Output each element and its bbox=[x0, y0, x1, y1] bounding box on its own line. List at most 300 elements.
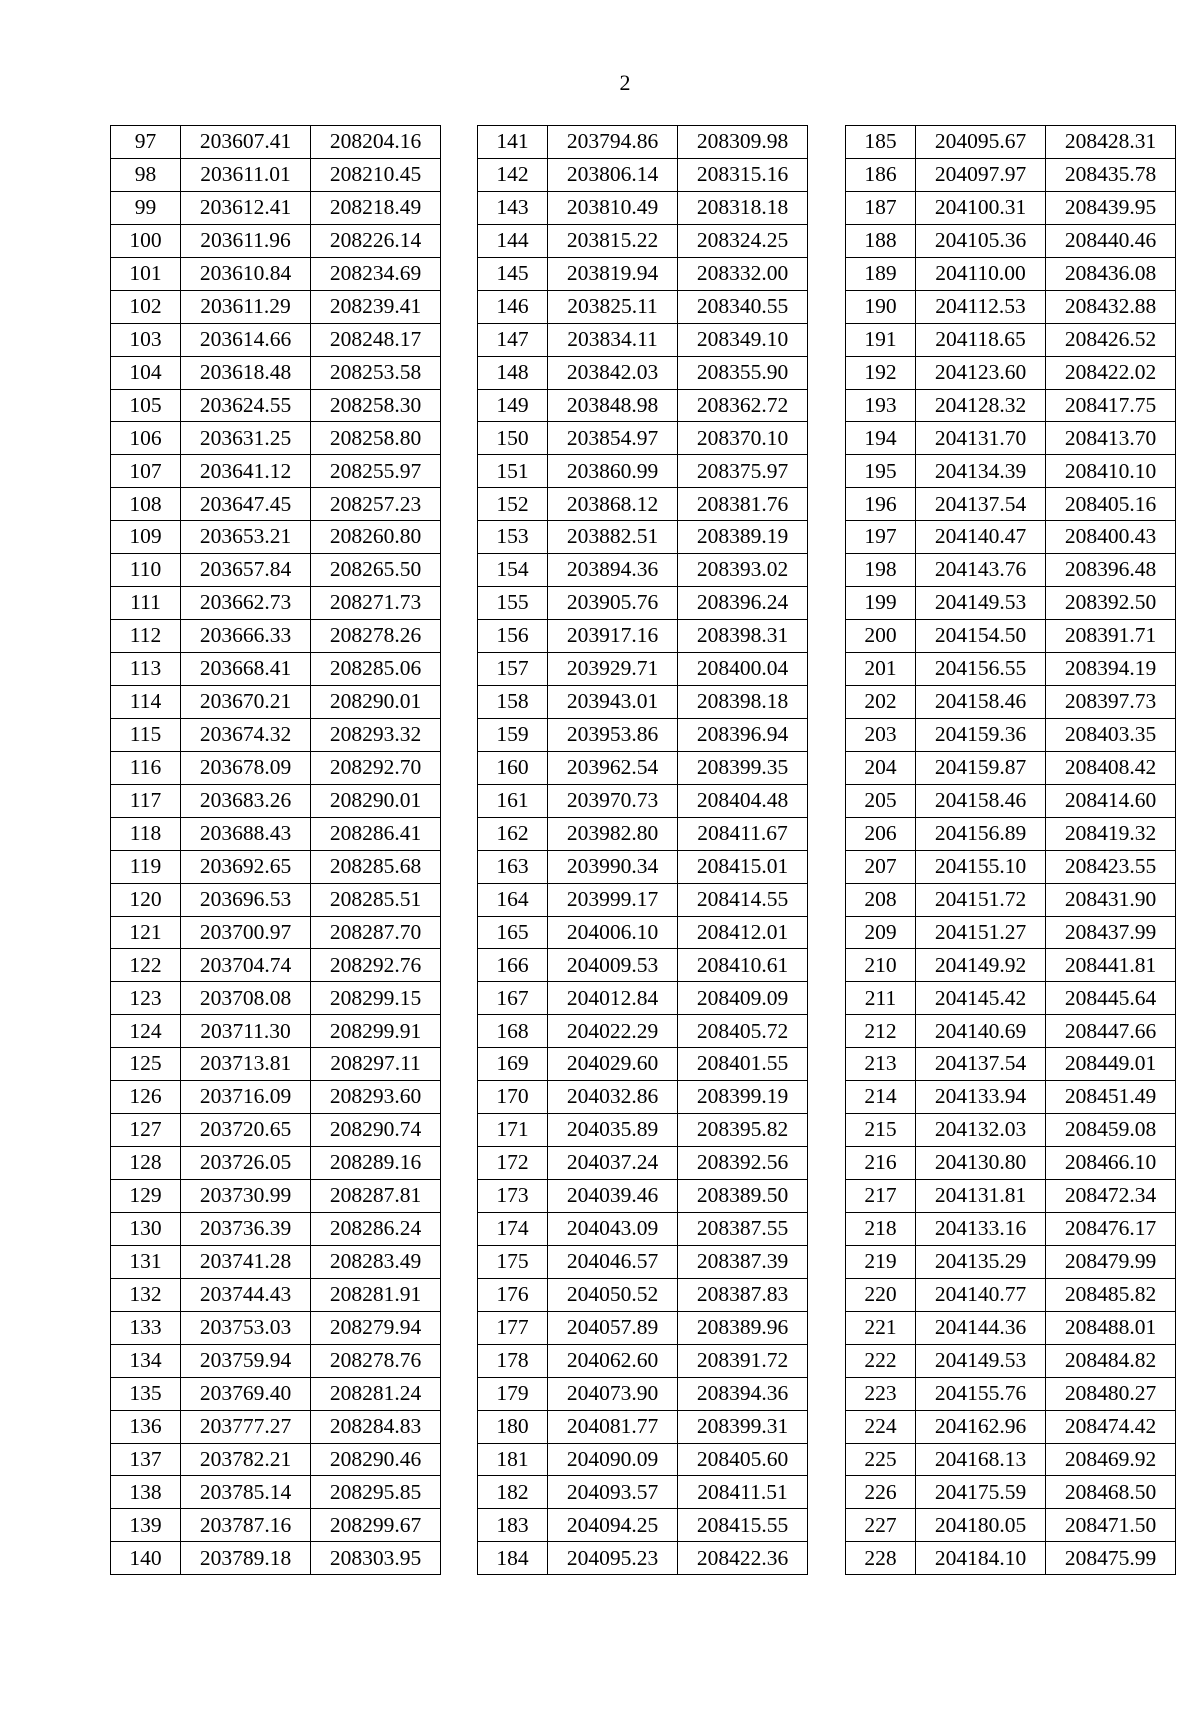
table-row bbox=[111, 1212, 441, 1245]
x-coordinate-cell: 203624.55 bbox=[181, 389, 311, 422]
y-coordinate-cell: 208400.04 bbox=[678, 653, 808, 686]
x-coordinate-cell: 203641.12 bbox=[181, 455, 311, 488]
y-coordinate-cell: 208399.31 bbox=[678, 1410, 808, 1443]
y-coordinate-cell: 208400.43 bbox=[1046, 521, 1176, 554]
x-coordinate-cell: 203769.40 bbox=[181, 1377, 311, 1410]
x-coordinate-cell: 204039.46 bbox=[548, 1180, 678, 1213]
x-coordinate-cell: 204145.42 bbox=[916, 982, 1046, 1015]
y-coordinate-cell: 208389.19 bbox=[678, 521, 808, 554]
table-row bbox=[846, 1180, 1176, 1213]
point-number-cell: 130 bbox=[111, 1212, 181, 1245]
y-coordinate-cell: 208283.49 bbox=[311, 1245, 441, 1278]
x-coordinate-cell: 204081.77 bbox=[548, 1410, 678, 1443]
x-coordinate-cell: 203929.71 bbox=[548, 653, 678, 686]
point-number-cell: 115 bbox=[111, 718, 181, 751]
x-coordinate-cell: 204110.00 bbox=[916, 257, 1046, 290]
y-coordinate-cell: 208396.94 bbox=[678, 718, 808, 751]
x-coordinate-cell: 203794.86 bbox=[548, 126, 678, 159]
x-coordinate-cell: 204073.90 bbox=[548, 1377, 678, 1410]
y-coordinate-cell: 208290.01 bbox=[311, 784, 441, 817]
y-coordinate-cell: 208293.60 bbox=[311, 1081, 441, 1114]
x-coordinate-cell: 203657.84 bbox=[181, 554, 311, 587]
point-number-cell: 220 bbox=[846, 1278, 916, 1311]
point-number-cell: 168 bbox=[478, 1015, 548, 1048]
point-number-cell: 100 bbox=[111, 224, 181, 257]
page-number: 2 bbox=[619, 70, 631, 95]
y-coordinate-cell: 208399.35 bbox=[678, 751, 808, 784]
x-coordinate-cell: 204135.29 bbox=[916, 1245, 1046, 1278]
point-number-cell: 124 bbox=[111, 1015, 181, 1048]
point-number-cell: 213 bbox=[846, 1048, 916, 1081]
x-coordinate-cell: 204062.60 bbox=[548, 1344, 678, 1377]
point-number-cell: 148 bbox=[478, 356, 548, 389]
x-coordinate-cell: 204154.50 bbox=[916, 620, 1046, 653]
y-coordinate-cell: 208258.80 bbox=[311, 422, 441, 455]
table-row bbox=[846, 290, 1176, 323]
table-row bbox=[111, 916, 441, 949]
point-number-cell: 193 bbox=[846, 389, 916, 422]
x-coordinate-cell: 203741.28 bbox=[181, 1245, 311, 1278]
table-row bbox=[846, 1542, 1176, 1575]
table-row bbox=[846, 1212, 1176, 1245]
point-number-cell: 192 bbox=[846, 356, 916, 389]
table-row bbox=[478, 257, 808, 290]
x-coordinate-cell: 203726.05 bbox=[181, 1147, 311, 1180]
y-coordinate-cell: 208413.70 bbox=[1046, 422, 1176, 455]
table-row bbox=[846, 126, 1176, 159]
table-row bbox=[478, 290, 808, 323]
y-coordinate-cell: 208411.67 bbox=[678, 817, 808, 850]
point-number-cell: 161 bbox=[478, 784, 548, 817]
y-coordinate-cell: 208440.46 bbox=[1046, 224, 1176, 257]
point-number-cell: 211 bbox=[846, 982, 916, 1015]
x-coordinate-cell: 204137.54 bbox=[916, 488, 1046, 521]
y-coordinate-cell: 208480.27 bbox=[1046, 1377, 1176, 1410]
x-coordinate-cell: 204128.32 bbox=[916, 389, 1046, 422]
table-row bbox=[846, 158, 1176, 191]
table-row bbox=[846, 883, 1176, 916]
x-coordinate-cell: 203782.21 bbox=[181, 1443, 311, 1476]
table-row bbox=[846, 1081, 1176, 1114]
y-coordinate-cell: 208248.17 bbox=[311, 323, 441, 356]
table-row bbox=[111, 685, 441, 718]
x-coordinate-cell: 203736.39 bbox=[181, 1212, 311, 1245]
table-row bbox=[111, 1245, 441, 1278]
point-number-cell: 156 bbox=[478, 620, 548, 653]
y-coordinate-cell: 208362.72 bbox=[678, 389, 808, 422]
x-coordinate-cell: 203610.84 bbox=[181, 257, 311, 290]
x-coordinate-cell: 203700.97 bbox=[181, 916, 311, 949]
table-row bbox=[111, 290, 441, 323]
x-coordinate-cell: 203854.97 bbox=[548, 422, 678, 455]
y-coordinate-cell: 208389.96 bbox=[678, 1311, 808, 1344]
x-coordinate-cell: 203806.14 bbox=[548, 158, 678, 191]
y-coordinate-cell: 208436.08 bbox=[1046, 257, 1176, 290]
x-coordinate-cell: 204095.23 bbox=[548, 1542, 678, 1575]
y-coordinate-cell: 208410.10 bbox=[1046, 455, 1176, 488]
table-row bbox=[846, 257, 1176, 290]
table-row bbox=[111, 1180, 441, 1213]
y-coordinate-cell: 208435.78 bbox=[1046, 158, 1176, 191]
point-number-cell: 197 bbox=[846, 521, 916, 554]
table-row bbox=[478, 1245, 808, 1278]
x-coordinate-cell: 203730.99 bbox=[181, 1180, 311, 1213]
table-row bbox=[111, 784, 441, 817]
x-coordinate-cell: 204137.54 bbox=[916, 1048, 1046, 1081]
y-coordinate-cell: 208286.41 bbox=[311, 817, 441, 850]
point-number-cell: 141 bbox=[478, 126, 548, 159]
x-coordinate-cell: 204097.97 bbox=[916, 158, 1046, 191]
x-coordinate-cell: 203753.03 bbox=[181, 1311, 311, 1344]
table-row bbox=[478, 455, 808, 488]
table-row bbox=[111, 620, 441, 653]
table-row bbox=[111, 1542, 441, 1575]
table-row bbox=[846, 554, 1176, 587]
point-number-cell: 154 bbox=[478, 554, 548, 587]
y-coordinate-cell: 208285.68 bbox=[311, 850, 441, 883]
point-number-cell: 201 bbox=[846, 653, 916, 686]
y-coordinate-cell: 208423.55 bbox=[1046, 850, 1176, 883]
point-number-cell: 175 bbox=[478, 1245, 548, 1278]
x-coordinate-cell: 203612.41 bbox=[181, 191, 311, 224]
point-number-cell: 185 bbox=[846, 126, 916, 159]
x-coordinate-cell: 203810.49 bbox=[548, 191, 678, 224]
y-coordinate-cell: 208428.31 bbox=[1046, 126, 1176, 159]
point-number-cell: 152 bbox=[478, 488, 548, 521]
y-coordinate-cell: 208290.01 bbox=[311, 685, 441, 718]
table-row bbox=[478, 653, 808, 686]
table-row bbox=[478, 850, 808, 883]
table-row bbox=[111, 554, 441, 587]
point-number-cell: 184 bbox=[478, 1542, 548, 1575]
y-coordinate-cell: 208391.71 bbox=[1046, 620, 1176, 653]
point-number-cell: 215 bbox=[846, 1114, 916, 1147]
y-coordinate-cell: 208437.99 bbox=[1046, 916, 1176, 949]
y-coordinate-cell: 208401.55 bbox=[678, 1048, 808, 1081]
point-number-cell: 200 bbox=[846, 620, 916, 653]
y-coordinate-cell: 208394.19 bbox=[1046, 653, 1176, 686]
table-row bbox=[111, 1311, 441, 1344]
point-number-cell: 127 bbox=[111, 1114, 181, 1147]
x-coordinate-cell: 204162.96 bbox=[916, 1410, 1046, 1443]
point-number-cell: 106 bbox=[111, 422, 181, 455]
x-coordinate-cell: 203882.51 bbox=[548, 521, 678, 554]
x-coordinate-cell: 203670.21 bbox=[181, 685, 311, 718]
table-row bbox=[846, 356, 1176, 389]
x-coordinate-cell: 203653.21 bbox=[181, 521, 311, 554]
table-row bbox=[846, 1114, 1176, 1147]
table-row bbox=[478, 1048, 808, 1081]
y-coordinate-cell: 208279.94 bbox=[311, 1311, 441, 1344]
x-coordinate-cell: 203678.09 bbox=[181, 751, 311, 784]
y-coordinate-cell: 208285.06 bbox=[311, 653, 441, 686]
table-row bbox=[846, 1147, 1176, 1180]
point-number-cell: 123 bbox=[111, 982, 181, 1015]
point-number-cell: 113 bbox=[111, 653, 181, 686]
y-coordinate-cell: 208258.30 bbox=[311, 389, 441, 422]
x-coordinate-cell: 203708.08 bbox=[181, 982, 311, 1015]
point-number-cell: 172 bbox=[478, 1147, 548, 1180]
y-coordinate-cell: 208474.42 bbox=[1046, 1410, 1176, 1443]
y-coordinate-cell: 208397.73 bbox=[1046, 685, 1176, 718]
x-coordinate-cell: 203868.12 bbox=[548, 488, 678, 521]
y-coordinate-cell: 208408.42 bbox=[1046, 751, 1176, 784]
table-row bbox=[478, 1081, 808, 1114]
x-coordinate-cell: 203647.45 bbox=[181, 488, 311, 521]
x-coordinate-cell: 204155.10 bbox=[916, 850, 1046, 883]
x-coordinate-cell: 203631.25 bbox=[181, 422, 311, 455]
x-coordinate-cell: 203662.73 bbox=[181, 587, 311, 620]
coordinate-table-1 bbox=[110, 125, 441, 1575]
point-number-cell: 218 bbox=[846, 1212, 916, 1245]
table-row bbox=[846, 1015, 1176, 1048]
point-number-cell: 225 bbox=[846, 1443, 916, 1476]
point-number-cell: 142 bbox=[478, 158, 548, 191]
x-coordinate-cell: 204140.77 bbox=[916, 1278, 1046, 1311]
coordinate-table-3 bbox=[845, 125, 1176, 1575]
table-row bbox=[111, 422, 441, 455]
x-coordinate-cell: 203848.98 bbox=[548, 389, 678, 422]
y-coordinate-cell: 208260.80 bbox=[311, 521, 441, 554]
point-number-cell: 117 bbox=[111, 784, 181, 817]
table-row bbox=[478, 1377, 808, 1410]
x-coordinate-cell: 203674.32 bbox=[181, 718, 311, 751]
point-number-cell: 164 bbox=[478, 883, 548, 916]
x-coordinate-cell: 203787.16 bbox=[181, 1509, 311, 1542]
y-coordinate-cell: 208239.41 bbox=[311, 290, 441, 323]
x-coordinate-cell: 204132.03 bbox=[916, 1114, 1046, 1147]
table-row bbox=[846, 982, 1176, 1015]
y-coordinate-cell: 208257.23 bbox=[311, 488, 441, 521]
x-coordinate-cell: 203668.41 bbox=[181, 653, 311, 686]
table-row bbox=[111, 1344, 441, 1377]
point-number-cell: 111 bbox=[111, 587, 181, 620]
table-row bbox=[846, 653, 1176, 686]
point-number-cell: 170 bbox=[478, 1081, 548, 1114]
x-coordinate-cell: 203744.43 bbox=[181, 1278, 311, 1311]
table-row bbox=[478, 1344, 808, 1377]
y-coordinate-cell: 208278.26 bbox=[311, 620, 441, 653]
point-number-cell: 151 bbox=[478, 455, 548, 488]
point-number-cell: 176 bbox=[478, 1278, 548, 1311]
table-row bbox=[478, 521, 808, 554]
point-number-cell: 153 bbox=[478, 521, 548, 554]
point-number-cell: 125 bbox=[111, 1048, 181, 1081]
point-number-cell: 98 bbox=[111, 158, 181, 191]
table-row bbox=[478, 1278, 808, 1311]
x-coordinate-cell: 203789.18 bbox=[181, 1542, 311, 1575]
table-row bbox=[111, 850, 441, 883]
x-coordinate-cell: 204149.53 bbox=[916, 1344, 1046, 1377]
y-coordinate-cell: 208210.45 bbox=[311, 158, 441, 191]
table-row bbox=[846, 422, 1176, 455]
y-coordinate-cell: 208293.32 bbox=[311, 718, 441, 751]
table-row bbox=[478, 323, 808, 356]
x-coordinate-cell: 203982.80 bbox=[548, 817, 678, 850]
table-row bbox=[111, 389, 441, 422]
y-coordinate-cell: 208332.00 bbox=[678, 257, 808, 290]
point-number-cell: 104 bbox=[111, 356, 181, 389]
y-coordinate-cell: 208475.99 bbox=[1046, 1542, 1176, 1575]
point-number-cell: 204 bbox=[846, 751, 916, 784]
table-row bbox=[111, 323, 441, 356]
x-coordinate-cell: 204159.87 bbox=[916, 751, 1046, 784]
point-number-cell: 143 bbox=[478, 191, 548, 224]
point-number-cell: 183 bbox=[478, 1509, 548, 1542]
x-coordinate-cell: 204118.65 bbox=[916, 323, 1046, 356]
table-row bbox=[111, 718, 441, 751]
x-coordinate-cell: 204095.67 bbox=[916, 126, 1046, 159]
point-number-cell: 136 bbox=[111, 1410, 181, 1443]
y-coordinate-cell: 208281.24 bbox=[311, 1377, 441, 1410]
table-row bbox=[111, 158, 441, 191]
table-row bbox=[846, 850, 1176, 883]
x-coordinate-cell: 203611.01 bbox=[181, 158, 311, 191]
table-row bbox=[111, 982, 441, 1015]
y-coordinate-cell: 208324.25 bbox=[678, 224, 808, 257]
y-coordinate-cell: 208290.74 bbox=[311, 1114, 441, 1147]
table-row bbox=[846, 751, 1176, 784]
y-coordinate-cell: 208299.15 bbox=[311, 982, 441, 1015]
y-coordinate-cell: 208309.98 bbox=[678, 126, 808, 159]
point-number-cell: 158 bbox=[478, 685, 548, 718]
x-coordinate-cell: 204180.05 bbox=[916, 1509, 1046, 1542]
y-coordinate-cell: 208405.16 bbox=[1046, 488, 1176, 521]
x-coordinate-cell: 204175.59 bbox=[916, 1476, 1046, 1509]
point-number-cell: 155 bbox=[478, 587, 548, 620]
x-coordinate-cell: 204158.46 bbox=[916, 685, 1046, 718]
x-coordinate-cell: 204032.86 bbox=[548, 1081, 678, 1114]
table-row bbox=[111, 356, 441, 389]
x-coordinate-cell: 204009.53 bbox=[548, 949, 678, 982]
x-coordinate-cell: 203688.43 bbox=[181, 817, 311, 850]
x-coordinate-cell: 204006.10 bbox=[548, 916, 678, 949]
table-row bbox=[846, 916, 1176, 949]
point-number-cell: 180 bbox=[478, 1410, 548, 1443]
x-coordinate-cell: 204131.81 bbox=[916, 1180, 1046, 1213]
point-number-cell: 139 bbox=[111, 1509, 181, 1542]
x-coordinate-cell: 204123.60 bbox=[916, 356, 1046, 389]
point-number-cell: 147 bbox=[478, 323, 548, 356]
y-coordinate-cell: 208394.36 bbox=[678, 1377, 808, 1410]
y-coordinate-cell: 208441.81 bbox=[1046, 949, 1176, 982]
y-coordinate-cell: 208315.16 bbox=[678, 158, 808, 191]
y-coordinate-cell: 208419.32 bbox=[1046, 817, 1176, 850]
y-coordinate-cell: 208414.60 bbox=[1046, 784, 1176, 817]
x-coordinate-cell: 204090.09 bbox=[548, 1443, 678, 1476]
y-coordinate-cell: 208466.10 bbox=[1046, 1147, 1176, 1180]
point-number-cell: 128 bbox=[111, 1147, 181, 1180]
point-number-cell: 223 bbox=[846, 1377, 916, 1410]
x-coordinate-cell: 203759.94 bbox=[181, 1344, 311, 1377]
table-row bbox=[111, 488, 441, 521]
point-number-cell: 221 bbox=[846, 1311, 916, 1344]
table-row bbox=[478, 488, 808, 521]
table-row bbox=[478, 751, 808, 784]
y-coordinate-cell: 208451.49 bbox=[1046, 1081, 1176, 1114]
table-row bbox=[846, 1443, 1176, 1476]
y-coordinate-cell: 208389.50 bbox=[678, 1180, 808, 1213]
table-row bbox=[478, 191, 808, 224]
y-coordinate-cell: 208226.14 bbox=[311, 224, 441, 257]
x-coordinate-cell: 203894.36 bbox=[548, 554, 678, 587]
y-coordinate-cell: 208469.92 bbox=[1046, 1443, 1176, 1476]
table-row bbox=[478, 1509, 808, 1542]
x-coordinate-cell: 204094.25 bbox=[548, 1509, 678, 1542]
table-row bbox=[846, 455, 1176, 488]
table-row bbox=[478, 158, 808, 191]
table-row bbox=[478, 422, 808, 455]
table-row bbox=[846, 949, 1176, 982]
table-row bbox=[478, 620, 808, 653]
table-row bbox=[478, 1114, 808, 1147]
table-row bbox=[846, 587, 1176, 620]
y-coordinate-cell: 208387.39 bbox=[678, 1245, 808, 1278]
point-number-cell: 102 bbox=[111, 290, 181, 323]
point-number-cell: 195 bbox=[846, 455, 916, 488]
x-coordinate-cell: 204184.10 bbox=[916, 1542, 1046, 1575]
x-coordinate-cell: 204133.94 bbox=[916, 1081, 1046, 1114]
y-coordinate-cell: 208253.58 bbox=[311, 356, 441, 389]
table-row bbox=[111, 455, 441, 488]
y-coordinate-cell: 208299.91 bbox=[311, 1015, 441, 1048]
y-coordinate-cell: 208471.50 bbox=[1046, 1509, 1176, 1542]
point-number-cell: 177 bbox=[478, 1311, 548, 1344]
point-number-cell: 118 bbox=[111, 817, 181, 850]
point-number-cell: 166 bbox=[478, 949, 548, 982]
y-coordinate-cell: 208375.97 bbox=[678, 455, 808, 488]
table-row bbox=[478, 817, 808, 850]
y-coordinate-cell: 208387.83 bbox=[678, 1278, 808, 1311]
point-number-cell: 110 bbox=[111, 554, 181, 587]
y-coordinate-cell: 208488.01 bbox=[1046, 1311, 1176, 1344]
point-number-cell: 203 bbox=[846, 718, 916, 751]
x-coordinate-cell: 203711.30 bbox=[181, 1015, 311, 1048]
x-coordinate-cell: 204143.76 bbox=[916, 554, 1046, 587]
x-coordinate-cell: 203720.65 bbox=[181, 1114, 311, 1147]
point-number-cell: 174 bbox=[478, 1212, 548, 1245]
table-row bbox=[111, 1443, 441, 1476]
x-coordinate-cell: 203999.17 bbox=[548, 883, 678, 916]
point-number-cell: 138 bbox=[111, 1476, 181, 1509]
y-coordinate-cell: 208303.95 bbox=[311, 1542, 441, 1575]
table-row bbox=[846, 389, 1176, 422]
table-row bbox=[111, 1114, 441, 1147]
table-row bbox=[846, 1476, 1176, 1509]
y-coordinate-cell: 208399.19 bbox=[678, 1081, 808, 1114]
y-coordinate-cell: 208409.09 bbox=[678, 982, 808, 1015]
y-coordinate-cell: 208295.85 bbox=[311, 1476, 441, 1509]
y-coordinate-cell: 208391.72 bbox=[678, 1344, 808, 1377]
x-coordinate-cell: 203953.86 bbox=[548, 718, 678, 751]
y-coordinate-cell: 208411.51 bbox=[678, 1476, 808, 1509]
x-coordinate-cell: 203815.22 bbox=[548, 224, 678, 257]
table-row bbox=[846, 191, 1176, 224]
point-number-cell: 126 bbox=[111, 1081, 181, 1114]
x-coordinate-cell: 204159.36 bbox=[916, 718, 1046, 751]
y-coordinate-cell: 208459.08 bbox=[1046, 1114, 1176, 1147]
point-number-cell: 226 bbox=[846, 1476, 916, 1509]
point-number-cell: 97 bbox=[111, 126, 181, 159]
y-coordinate-cell: 208290.46 bbox=[311, 1443, 441, 1476]
y-coordinate-cell: 208278.76 bbox=[311, 1344, 441, 1377]
table-row bbox=[111, 653, 441, 686]
y-coordinate-cell: 208398.18 bbox=[678, 685, 808, 718]
y-coordinate-cell: 208299.67 bbox=[311, 1509, 441, 1542]
point-number-cell: 150 bbox=[478, 422, 548, 455]
x-coordinate-cell: 204022.29 bbox=[548, 1015, 678, 1048]
y-coordinate-cell: 208405.60 bbox=[678, 1443, 808, 1476]
